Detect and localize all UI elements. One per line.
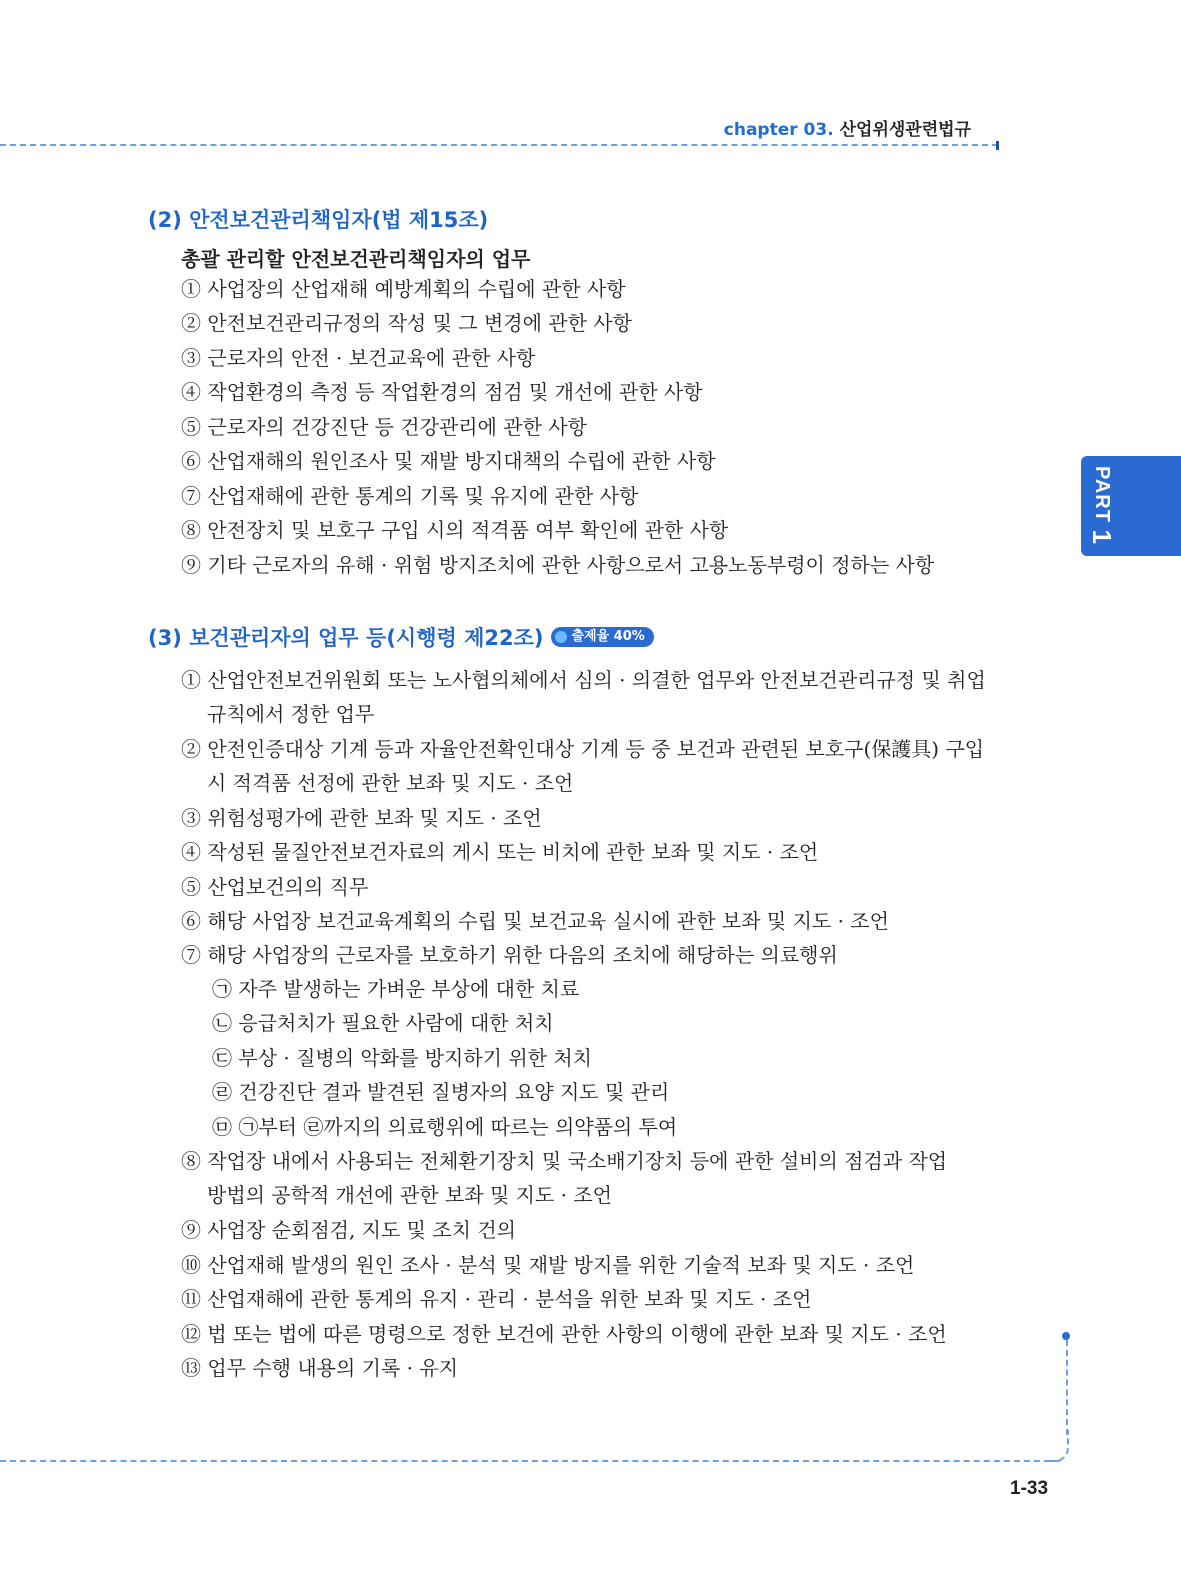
list-item-continuation: 규칙에서 정한 업무 bbox=[207, 702, 375, 726]
chapter-header bbox=[724, 115, 971, 140]
sub-list-item: ㉣ 건강진단 결과 발견된 질병자의 요양 지도 및 관리 bbox=[212, 1080, 670, 1104]
list-item: ⑦ 해당 사업장의 근로자를 보호하기 위한 다음의 조치에 해당하는 의료행위 bbox=[181, 943, 838, 967]
header-divider bbox=[0, 144, 998, 146]
list-item: ④ 작업환경의 측정 등 작업환경의 점검 및 개선에 관한 사항 bbox=[181, 380, 703, 404]
list-item-line: ① 산업안전보건위원회 또는 노사협의체에서 심의 · 의결한 업무와 안전보건관리규정 및 취업 bbox=[181, 668, 986, 692]
footer-divider bbox=[0, 1460, 1060, 1462]
list-item: ⑨ 기타 근로자의 유해 · 위험 방지조치에 관한 사항으로서 고용노동부령이 정하는 사항 bbox=[181, 553, 935, 577]
list-item bbox=[181, 732, 991, 800]
list-item: ② 안전보건관리규정의 작성 및 그 변경에 관한 사항 bbox=[181, 311, 632, 335]
right-margin-rule bbox=[1066, 1340, 1068, 1435]
chapter-number: chapter 03. bbox=[723, 120, 834, 140]
list-item: ⑥ 산업재해의 원인조사 및 재발 방지대책의 수립에 관한 사항 bbox=[181, 449, 716, 473]
list-item: ⑦ 산업재해에 관한 통계의 기록 및 유지에 관한 사항 bbox=[181, 484, 639, 508]
list-item: ⑨ 사업장 순회점검, 지도 및 조치 건의 bbox=[181, 1218, 516, 1242]
list-item: ⑤ 근로자의 건강진단 등 건강관리에 관한 사항 bbox=[181, 415, 587, 439]
list-item-line: ⑧ 작업장 내에서 사용되는 전체환기장치 및 국소배기장치 등에 관한 설비의 점검과 작업 bbox=[181, 1149, 948, 1173]
chapter-title: 산업위생관련법규 bbox=[839, 120, 971, 140]
list-item-continuation: 방법의 공학적 개선에 관한 보좌 및 지도 · 조언 bbox=[207, 1183, 612, 1207]
list-item bbox=[181, 663, 991, 731]
list-item: ⑧ 안전장치 및 보호구 구입 시의 적격품 여부 확인에 관한 사항 bbox=[181, 518, 729, 542]
section-2-subhead: 총괄 관리할 안전보건관리책임자의 업무 bbox=[181, 247, 531, 271]
list-item bbox=[181, 1144, 991, 1212]
list-item-continuation: 시 적격품 선정에 관한 보좌 및 지도 · 조언 bbox=[207, 771, 574, 795]
sub-list-item: ㉤ ㉠부터 ㉣까지의 의료행위에 따르는 의약품의 투여 bbox=[212, 1115, 678, 1139]
list-item: ③ 위험성평가에 관한 보좌 및 지도 · 조언 bbox=[181, 806, 542, 830]
part-label-text: PART bbox=[1091, 466, 1113, 523]
part-tab-label bbox=[1084, 466, 1120, 550]
list-item: ⑤ 산업보건의의 직무 bbox=[181, 875, 369, 899]
header-divider-tick bbox=[996, 141, 999, 150]
list-item: ⑪ 산업재해에 관한 통계의 유지 · 관리 · 분석을 위한 보좌 및 지도 · 조언 bbox=[181, 1287, 812, 1311]
frequency-badge: 출제율 40% bbox=[551, 627, 653, 647]
list-item: ① 사업장의 산업재해 예방계획의 수립에 관한 사항 bbox=[181, 277, 626, 301]
list-item: ⑩ 산업재해 발생의 원인 조사 · 분석 및 재발 방지를 위한 기술적 보좌 및 지도 · 조언 bbox=[181, 1253, 915, 1277]
list-item: ⑬ 업무 수행 내용의 기록 · 유지 bbox=[181, 1356, 459, 1380]
list-item: ⑫ 법 또는 법에 따른 명령으로 정한 보건에 관한 사항의 이행에 관한 보좌 및 지도 · 조언 bbox=[181, 1322, 947, 1346]
list-item: ④ 작성된 물질안전보건자료의 게시 또는 비치에 관한 보좌 및 지도 · 조언 bbox=[181, 840, 819, 864]
sub-list-item: ㉠ 자주 발생하는 가벼운 부상에 대한 치료 bbox=[212, 977, 580, 1001]
section-3-title bbox=[148, 622, 654, 652]
margin-dot bbox=[1062, 1332, 1070, 1340]
part-number: 1 bbox=[1087, 529, 1117, 545]
sub-list-item: ㉢ 부상 · 질병의 악화를 방지하기 위한 처치 bbox=[212, 1046, 592, 1070]
sub-list-item: ㉡ 응급처치가 필요한 사람에 대한 처치 bbox=[212, 1011, 554, 1035]
list-item-line: ② 안전인증대상 기계 등과 자율안전확인대상 기계 등 중 보건과 관련된 보호구(保護具) 구입 bbox=[181, 737, 985, 761]
list-item: ③ 근로자의 안전 · 보건교육에 관한 사항 bbox=[181, 346, 536, 370]
page-number: 1-33 bbox=[1010, 1478, 1049, 1499]
section-3-title-text: (3) 보건관리자의 업무 등(시행령 제22조) bbox=[148, 626, 544, 650]
footer-corner bbox=[1047, 1430, 1069, 1462]
section-2-title: (2) 안전보건관리책임자(법 제15조) bbox=[148, 208, 489, 232]
list-item: ⑥ 해당 사업장 보건교육계획의 수립 및 보건교육 실시에 관한 보좌 및 지도 · 조언 bbox=[181, 909, 889, 933]
